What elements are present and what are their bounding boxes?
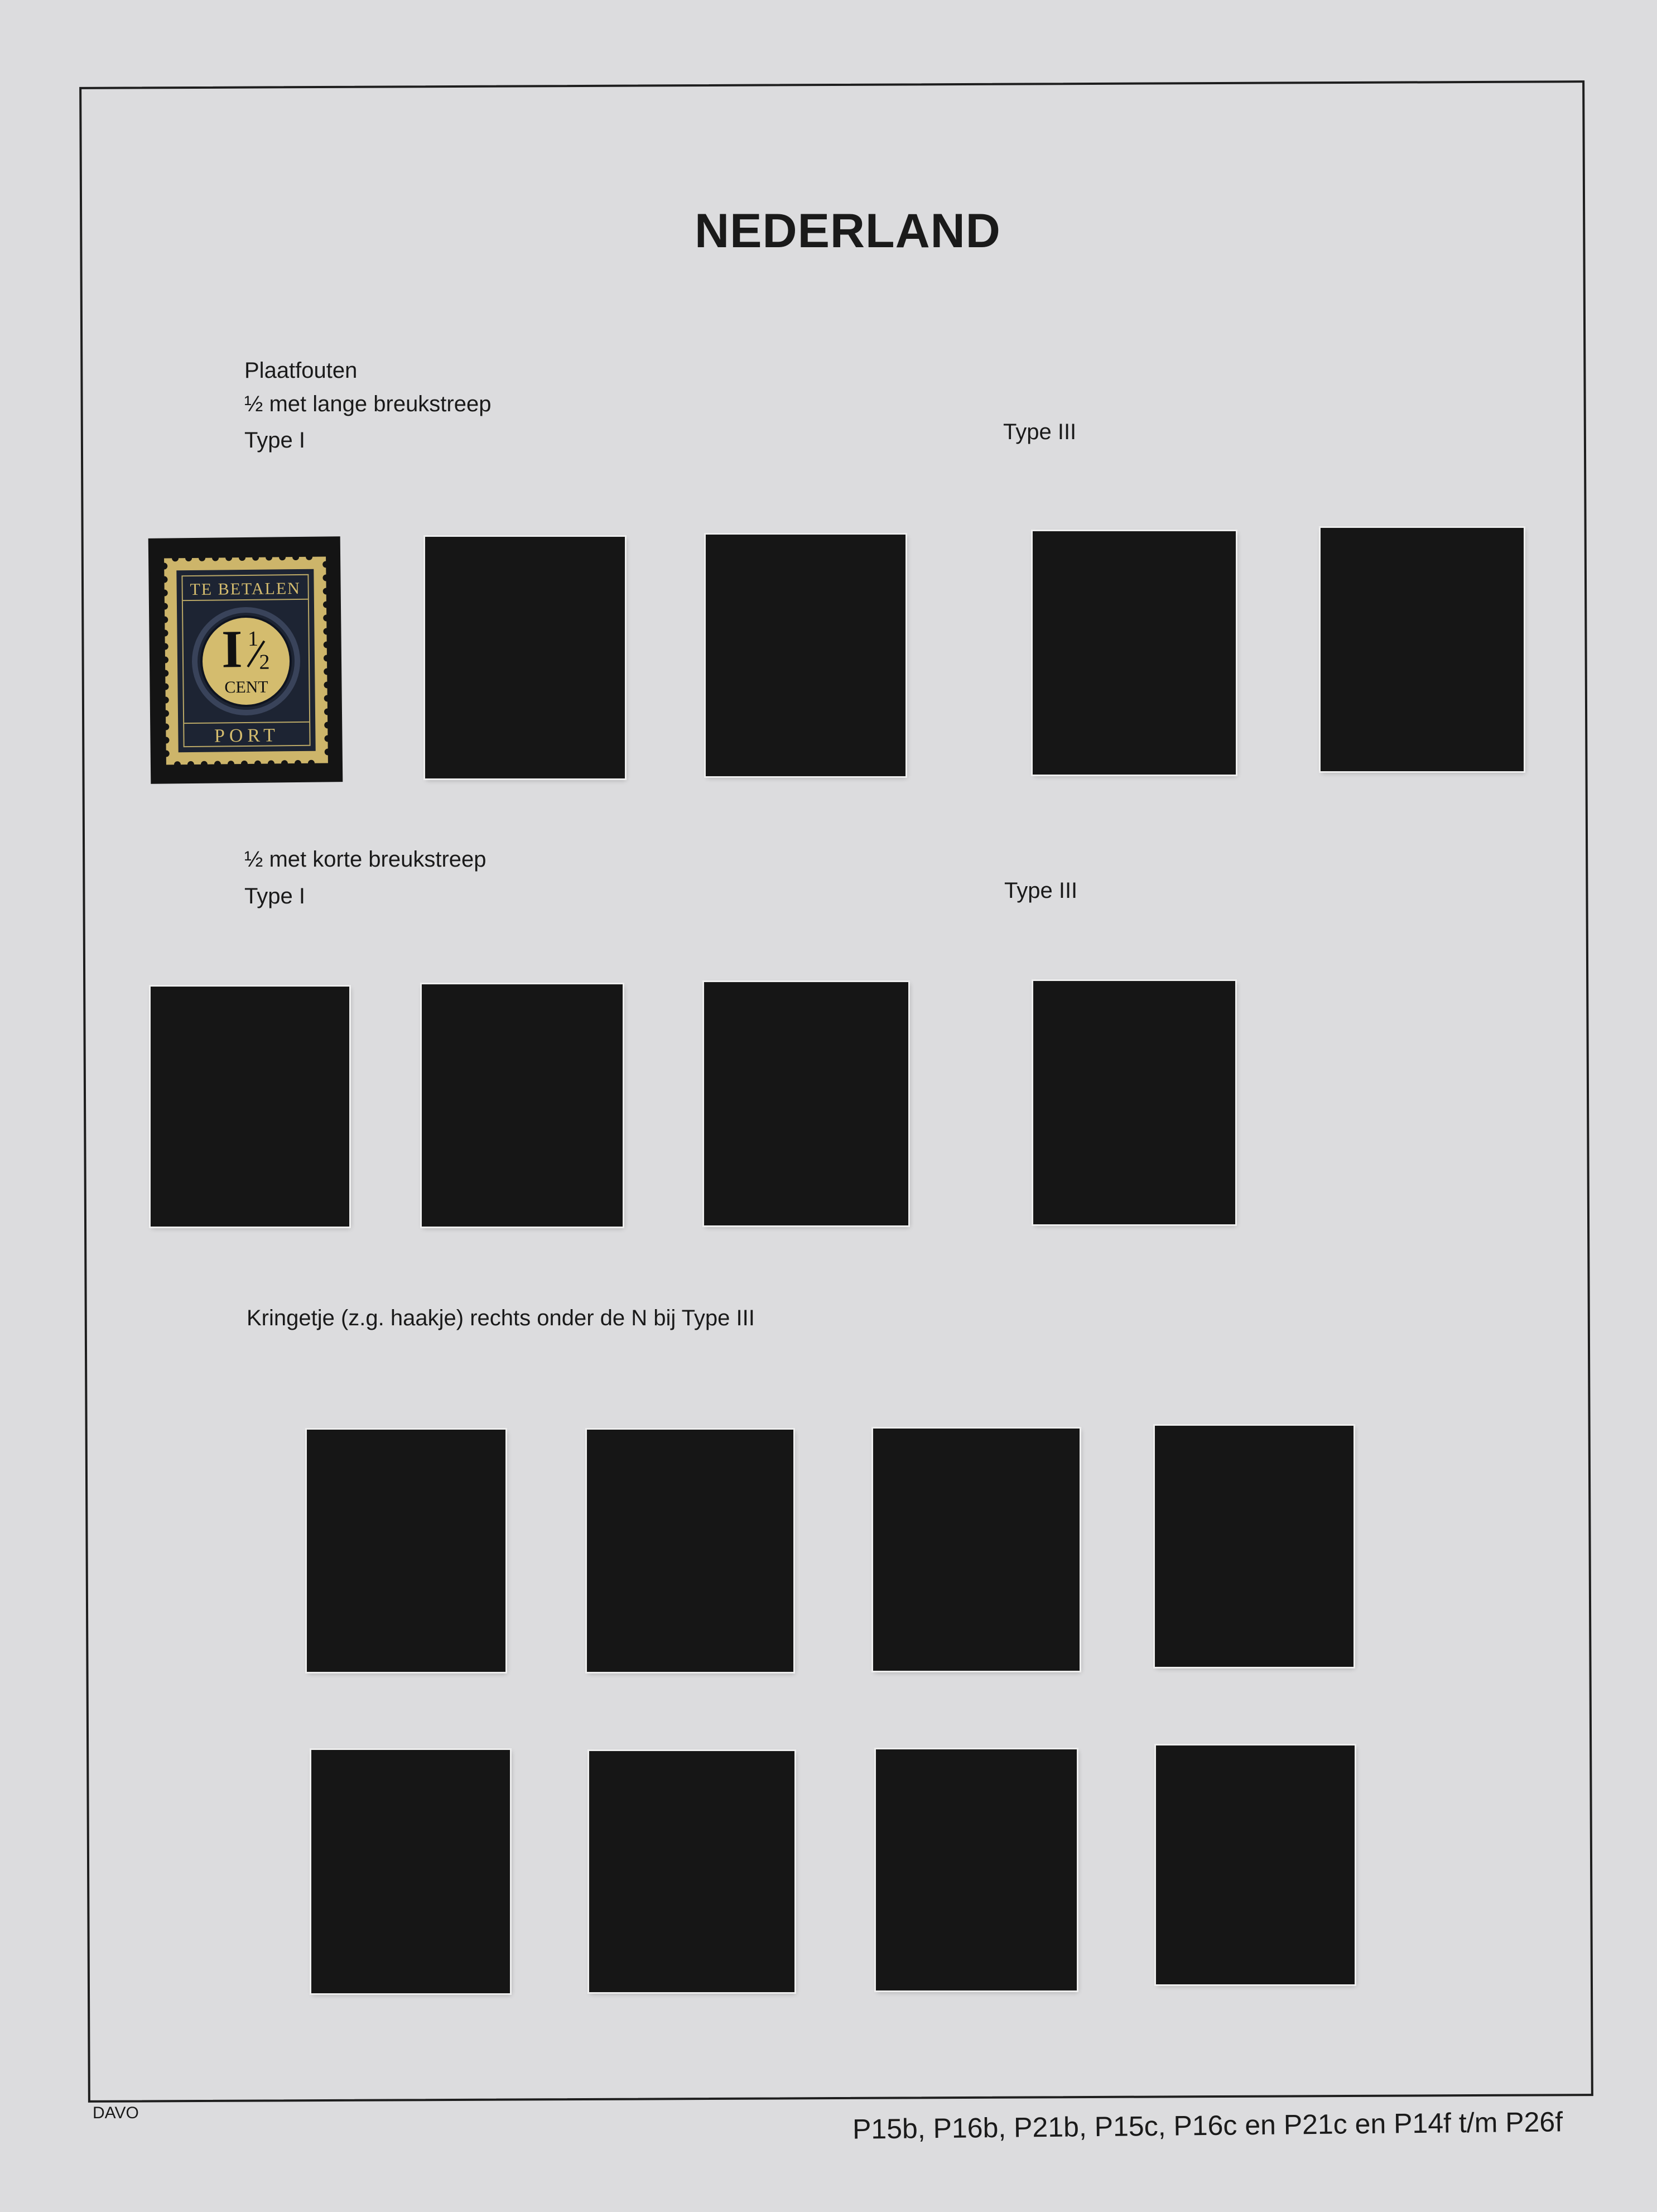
- stamp-fraction-den: 2: [259, 650, 270, 674]
- stamp-mount[interactable]: [587, 1430, 793, 1672]
- stamp-mount[interactable]: [1033, 981, 1235, 1224]
- section1-subheading: ½ met lange breukstreep: [244, 392, 492, 416]
- stamp-fraction-num: 1: [247, 627, 259, 651]
- stamp-mount[interactable]: [876, 1749, 1077, 1990]
- stamp-mount[interactable]: [422, 984, 623, 1227]
- stamp-mount[interactable]: [425, 537, 625, 778]
- stamp-mount[interactable]: [148, 536, 343, 784]
- stamp-mount[interactable]: [307, 1430, 505, 1672]
- stamp-mount[interactable]: [589, 1751, 794, 1992]
- section1-type-right: Type III: [1003, 420, 1077, 444]
- section1-heading: Plaatfouten: [244, 358, 358, 383]
- stamp-mount[interactable]: [706, 535, 905, 776]
- stamp-mount[interactable]: [873, 1429, 1080, 1671]
- stamp-value-main: I: [221, 619, 243, 679]
- stamp-bottom-text: PORT: [214, 725, 280, 747]
- section2-subheading: ½ met korte breukstreep: [244, 847, 486, 872]
- catalogue-reference: P15b, P16b, P21b, P15c, P16c en P21c en P14f t/m P26f: [852, 2106, 1563, 2145]
- publisher-label: DAVO: [93, 2104, 139, 2122]
- postage-due-stamp: [148, 536, 343, 784]
- stamp-mount[interactable]: [151, 987, 349, 1227]
- section1-type-left: Type I: [244, 428, 305, 453]
- stamp-top-text: TE BETALEN: [190, 579, 301, 599]
- section2-type-right: Type III: [1004, 878, 1078, 903]
- stamp-mount[interactable]: [1033, 531, 1236, 775]
- section3-heading: Kringetje (z.g. haakje) rechts onder de N bij Type III: [247, 1306, 755, 1330]
- stamp-mount[interactable]: [704, 982, 908, 1225]
- stamp-mount[interactable]: [1155, 1426, 1353, 1667]
- page-title: NEDERLAND: [695, 204, 1001, 258]
- stamp-mount[interactable]: [311, 1750, 510, 1993]
- stamp-mount[interactable]: [1156, 1745, 1355, 1984]
- section2-type-left: Type I: [244, 884, 305, 908]
- stamp-mount[interactable]: [1321, 528, 1524, 771]
- stamp-unit: CENT: [224, 677, 268, 697]
